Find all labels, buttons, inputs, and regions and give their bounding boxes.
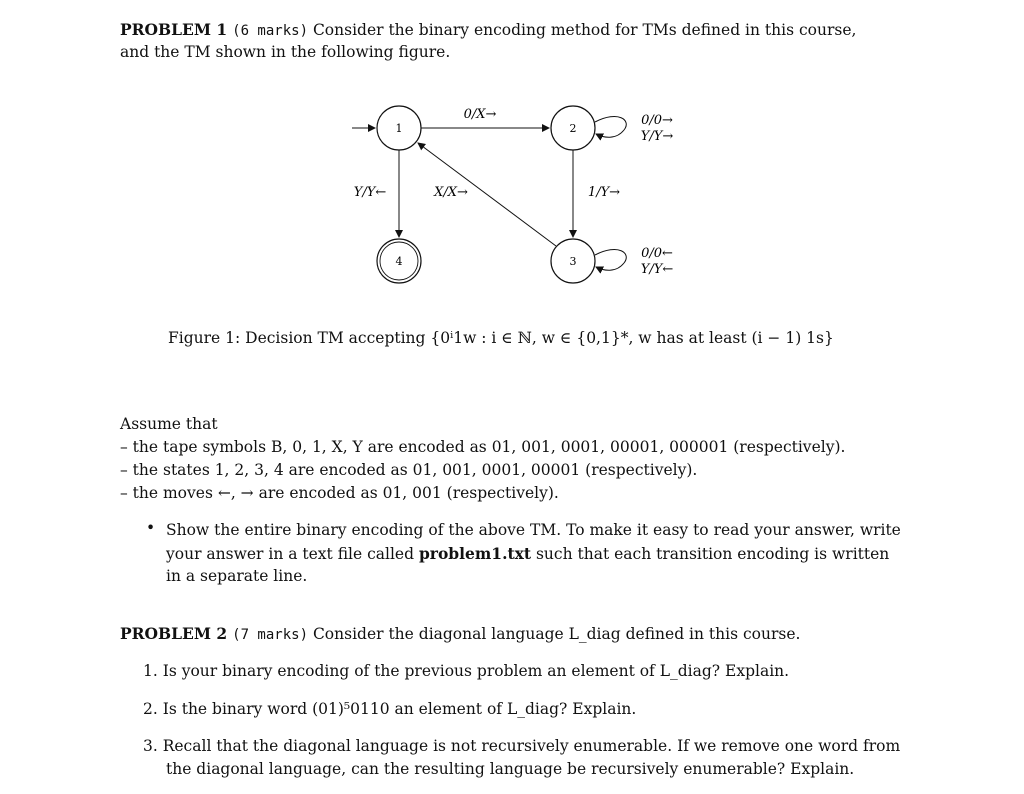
problem2-intro: Consider the diagonal language L_diag defined in this course.: [312, 625, 801, 643]
tm-diagram: [0, 90, 1024, 400]
problem2-item3-line1: 3. Recall that the diagonal language is not recursively enumerable. If we remove one word from: [143, 737, 901, 755]
loop-3: [595, 250, 626, 271]
state-1: [377, 106, 421, 150]
bullet-line3: in a separate line.: [166, 567, 308, 585]
problem2-line1: [120, 622, 800, 647]
label-t31: X/X→: [434, 185, 468, 200]
figure-caption: Figure 1: Decision TM accepting {0ⁱ1w : i ∈ ℕ, w ∈ {0,1}*, w has at least (i − 1) 1s}: [168, 329, 834, 347]
state-2-label: 2: [569, 122, 577, 135]
problem2-heading: PROBLEM 2: [120, 624, 228, 643]
problem1-intro-line2: and the TM shown in the following figure.: [120, 43, 451, 61]
problem1-heading: PROBLEM 1: [120, 20, 228, 39]
loop-2: [595, 117, 626, 138]
bullet-line2: [166, 542, 889, 566]
problem2-item2: 2. Is the binary word (01)⁵0110 an element of L_diag? Explain.: [143, 700, 637, 718]
state-3: [551, 239, 595, 283]
label-t12: 0/X→: [463, 107, 497, 122]
problem1-marks: (6 marks): [232, 23, 308, 39]
filename-problem1: problem1.txt: [418, 544, 532, 563]
label-t23: 1/Y→: [587, 185, 621, 200]
assume-line0: Assume that: [120, 415, 218, 433]
problem1-line1: [120, 18, 856, 43]
problem2-item1: 1. Is your binary encoding of the previous problem an element of L_diag? Explain.: [143, 662, 790, 680]
bullet-line2-pre: your answer in a text file called: [166, 545, 419, 563]
label-t22-b: Y/Y→: [640, 129, 674, 144]
state-2: [551, 106, 595, 150]
problem2-marks: (7 marks): [232, 627, 308, 643]
assume-line1: – the tape symbols B, 0, 1, X, Y are encoded as 01, 001, 0001, 00001, 000001 (respectively).: [120, 438, 846, 456]
problem1-intro-line1: Consider the binary encoding method for TMs defined in this course,: [312, 21, 857, 39]
state-4-label: 4: [395, 255, 403, 268]
bullet-line1: Show the entire binary encoding of the above TM. To make it easy to read your answer, write: [166, 521, 901, 539]
state-3-label: 3: [569, 255, 577, 268]
bullet-dot: •: [146, 519, 156, 537]
label-t22-a: 0/0→: [641, 113, 673, 128]
bullet-line2-post: such that each transition encoding is written: [531, 545, 890, 563]
state-4-accepting: [377, 239, 421, 283]
label-t33-b: Y/Y←: [640, 262, 674, 277]
state-1-label: 1: [395, 122, 403, 135]
label-t14: Y/Y←: [353, 185, 387, 200]
label-t33-a: 0/0←: [641, 246, 673, 261]
problem2-item3-line2: the diagonal language, can the resulting language be recursively enumerable? Explain.: [166, 760, 855, 778]
assume-line3: – the moves ←, → are encoded as 01, 001 (respectively).: [120, 484, 559, 502]
assume-line2: – the states 1, 2, 3, 4 are encoded as 01, 001, 0001, 00001 (respectively).: [120, 461, 698, 479]
